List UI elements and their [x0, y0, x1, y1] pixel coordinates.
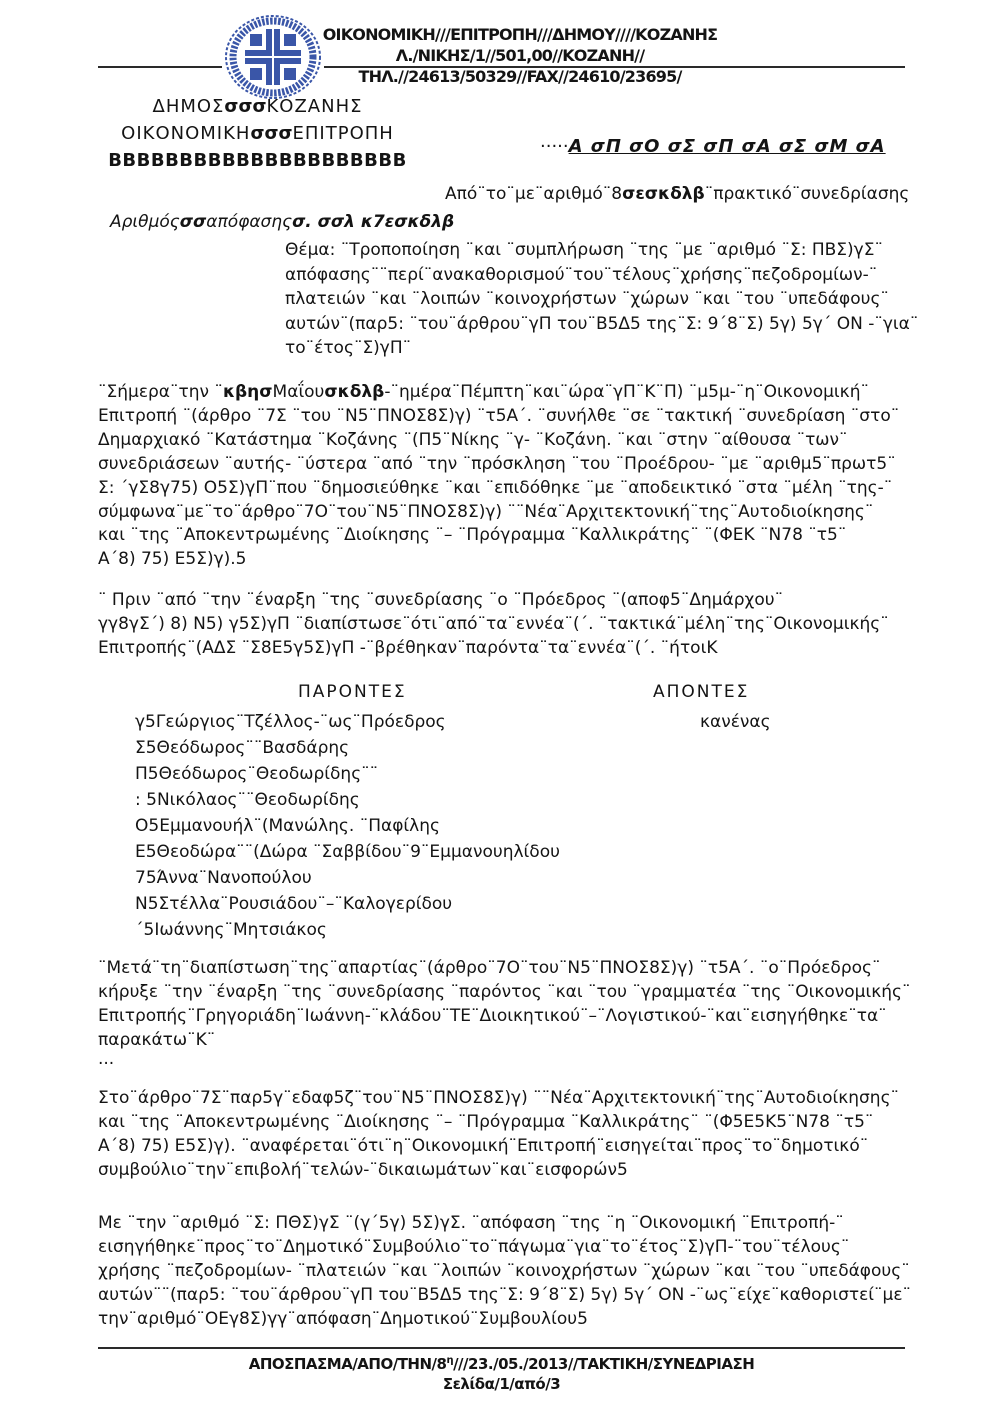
body-line: Με ¨την ¨αριθμό ¨Σ: ΠΘΣ)γΣ ¨(γ΄5γ) 5Σ)γΣ. ¨απόφαση ¨της ¨η ¨Οικονομική ¨Επιτροπή-¨ — [98, 1213, 844, 1233]
title-leading-dots: ····· — [540, 136, 569, 157]
p1-pre: ¨Σήμερα¨την ¨ — [98, 382, 223, 402]
theme-line: πλατειών ¨και ¨λοιπών ¨κοινοχρήστων ¨χώρων ¨και ¨του ¨υπεδάφους¨ — [285, 289, 889, 309]
decision-number-line — [110, 212, 454, 232]
body-line: Επιτροπής¨(ΑΔΣ ¨Σ8Ε5γ5Σ)γΠ -¨βρέθηκαν¨παρόντα¨τα¨εννέα¨(΄. ¨ήτοιΚ — [98, 637, 718, 658]
org-dimos-pre: ΔΗΜΟΣ — [152, 96, 225, 117]
theme-block — [285, 238, 925, 361]
page-footer — [98, 1351, 905, 1394]
body-line: γγ8γΣ΄) 8) Ν5) γ5Σ)γΠ ¨διαπίστωσε¨ότι¨από¨τα¨εννέα¨(΄. ¨τακτικά¨μέλη¨της¨Οικονομικής¨ — [98, 613, 889, 634]
org-dimos-mid: σσσ — [224, 96, 267, 117]
footer-post: ///23./05./2013//ΤΑΚΤΙΚΗ/ΣΥΝΕΔΡΙΑΣΗ — [453, 1355, 755, 1373]
list-item: γ5Γεώργιος¨Τζέλλος-¨ως¨Πρόεδρος — [135, 712, 446, 732]
paragraph-decision — [98, 1212, 913, 1332]
absent-header: ΑΠΟΝΤΕΣ — [653, 682, 750, 702]
subtitle-pre: Από¨το¨με¨αριθμό¨8 — [445, 184, 623, 204]
footer-divider — [98, 1347, 905, 1349]
apospasma-title-row — [540, 136, 886, 157]
list-item: Ο5Εμμανουήλ¨(Μανώλης. ¨Παφίλης — [135, 816, 440, 836]
attendance-headers — [98, 682, 913, 706]
org-block — [105, 93, 410, 174]
apospasma-subtitle — [445, 184, 909, 204]
header-address-line: Λ./ΝΙΚΗΣ/1//501,00//ΚΟΖΑΝΗ//ΤΗΛ.//24613/50329//FAX//24610/23695/ — [358, 46, 682, 86]
org-dimos-post: ΚΟΖΑΝΗΣ — [266, 96, 363, 117]
body-line: Επιτροπής¨Γρηγοριάδη¨Ιωάννη-¨κλάδου¨ΤΕ¨Διοικητικού¨–¨Λογιστικού-¨και¨εισηγήθηκε¨τα¨ — [98, 1005, 887, 1026]
theme-line: απόφασης¨¨περί¨ανακαθορισμού¨του¨τέλους¨χρήσης¨πεζοδρομίων-¨ — [285, 264, 878, 285]
header-committee-line: ΟΙΚΟΝΟΜΙΚΗ///ΕΠΙΤΡΟΠΗ///ΔΗΜΟΥ////ΚΟΖΑΝΗΣ — [322, 25, 718, 44]
org-epitropi-mid: σσσ — [250, 123, 293, 144]
apospasma-title: Α σΠ σΟ σΣ σΠ σΑ σΣ σΜ σΑ — [568, 136, 886, 157]
body-line: Στο¨άρθρο¨7Σ¨παρ5γ¨εδαφ5ζ¨του¨Ν5¨ΠΝΟΣ8Σ)γ) ¨¨Νέα¨Αρχιτεκτονική¨της¨Αυτοδιοίκησης¨ — [98, 1088, 900, 1108]
org-epitropi-line — [105, 120, 410, 147]
body-line: κήρυξε ¨την ¨έναρξη ¨της ¨συνεδρίασης ¨παρόντος ¨και ¨του ¨γραμματέα ¨της ¨Οικονομικής¨ — [98, 981, 911, 1002]
body-line: ¨Μετά¨τη¨διαπίστωση¨της¨απαρτίας¨(άρθρο¨7Ο¨του¨Ν5¨ΠΝΟΣ8Σ)γ) ¨τ5Α΄. ¨ο¨Πρόεδρος¨ — [98, 958, 881, 978]
list-item: 75Άννα¨Νανοπούλου — [135, 868, 312, 888]
paragraph-article — [98, 1087, 913, 1183]
body-line: και ¨της ¨Αποκεντρωμένης ¨Διοίκησης ¨– ¨Πρόγραμμα ¨Καλλικράτης¨ ¨(Φ5Ε5Κ5¨Ν78 ¨τ5¨ — [98, 1111, 874, 1132]
footer-pre: ΑΠΟΣΠΑΣΜΑ/ΑΠΟ/ΤΗΝ/8 — [248, 1355, 447, 1373]
list-item: ΄5Ιωάννης¨Μητσιάκος — [135, 920, 327, 940]
body-line: σύμφωνα¨με¨το¨άρθρο¨7Ο¨του¨Ν5¨ΠΝΟΣ8Σ)γ) ¨¨Νέα¨Αρχιτεκτονική¨της¨Αυτοδιοίκησης¨ — [98, 501, 874, 522]
org-dimos-line — [105, 93, 410, 120]
list-item: Ν5Στέλλα¨Ρουσιάδου¨–¨Καλογερίδου — [135, 894, 453, 914]
paragraph-quorum — [98, 589, 913, 661]
theme-line: αυτών¨(παρ5: ¨του¨άρθρου¨γΠ του¨Β5Δ5 της¨Σ: 9΄8¨Σ) 5γ) 5γ΄ ΟΝ -¨για¨ — [285, 313, 919, 334]
body-line: ¨ Πριν ¨από ¨την ¨έναρξη ¨της ¨συνεδρίασης ¨ο ¨Πρόεδρος ¨(αποφ5¨Δημάρχου¨ — [98, 590, 784, 610]
body-line: εισηγήθηκε¨προς¨το¨Δημοτικό¨Συμβούλιο¨το¨πάγωμα¨για¨το¨έτος¨Σ)γΠ-¨του¨τέλους¨ — [98, 1236, 850, 1257]
p1-bold2: σκδλβ — [324, 382, 385, 402]
subtitle-bold: σεσκδλβ — [622, 184, 705, 204]
footer-sup: η — [446, 1355, 454, 1366]
absent-value: κανένας — [700, 712, 771, 732]
p1-mid: Μαΐου — [272, 382, 325, 402]
list-item: Σ5Θεόδωρος¨¨Βασδάρης — [135, 738, 350, 758]
list-item: Π5Θεόδωρος¨Θεοδωρίδης¨¨ — [135, 764, 379, 784]
body-line: αυτών¨¨(παρ5: ¨του¨άρθρου¨γΠ του¨Β5Δ5 της¨Σ: 9΄8¨Σ) 5γ) 5γ΄ ΟΝ -¨ως¨είχε¨καθοριστεί¨με¨ — [98, 1284, 912, 1305]
body-line: την¨αριθμό¨ΟΕγ8Σ)γγ¨απόφαση¨Δημοτικού¨Συμβουλίου5 — [98, 1308, 588, 1329]
body-line: Επιτροπή ¨(άρθρο ¨7Σ ¨του ¨Ν5¨ΠΝΟΣ8Σ)γ) ¨τ5Α΄. ¨συνήλθε ¨σε ¨τακτική ¨συνεδρίαση ¨στο¨ — [98, 405, 900, 426]
p1-post: -¨ημέρα¨Πέμπτη¨και¨ώρα¨γΠ¨Κ¨Π) ¨μ5μ-¨η¨Οικονομική¨ — [384, 382, 869, 402]
present-header: ΠΑΡΟΝΤΕΣ — [298, 682, 407, 702]
theme-line: Θέμα: ¨Τροποποίηση ¨και ¨συμπλήρωση ¨της ¨με ¨αριθμό ¨Σ: ΠΒΣ)γΣ¨ — [285, 240, 883, 260]
paragraph-opening — [98, 957, 913, 1077]
body-line: Α΄8) 75) Ε5Σ)γ). ¨αναφέρεται¨ότι¨η¨Οικονομική¨Επιτροπή¨εισηγείται¨προς¨το¨δημοτικό¨ — [98, 1135, 869, 1156]
theme-line: το¨έτος¨Σ)γΠ¨ — [285, 338, 412, 358]
body-line: Δημαρχιακό ¨Κατάστημα ¨Κοζάνης ¨(Π5¨Νίκης ¨γ- ¨Κοζάνη. ¨και ¨στην ¨αίθουσα ¨των¨ — [98, 429, 848, 450]
attendee-list — [135, 709, 615, 943]
p1-bold1: κβησ — [222, 382, 273, 402]
body-line: συνεδριάσεων ¨αυτής- ¨ύστερα ¨από ¨την ¨πρόσκληση ¨του ¨Προέδρου- ¨με ¨αριθμ5¨πρωτ5¨ — [98, 453, 896, 474]
org-epitropi-pre: ΟΙΚΟΝΟΜΙΚΗ — [121, 123, 251, 144]
footer-session-line — [98, 1351, 905, 1374]
org-epitropi-post: ΕΠΙΤΡΟΠΗ — [292, 123, 394, 144]
body-line: Α΄8) 75) Ε5Σ)γ).5 — [98, 549, 247, 570]
body-line: ··· — [98, 1053, 115, 1074]
org-b-line: ΒΒΒΒΒΒΒΒΒΒΒΒΒΒΒΒΒΒΒΒΒ — [108, 150, 407, 171]
decnum-pre: Αριθμός — [110, 212, 180, 232]
list-item: Ε5Θεοδώρα¨¨(Δώρα ¨Σαββίδου¨9¨Εμμανουηλίδου — [135, 842, 560, 862]
subtitle-post: ¨πρακτικό¨συνεδρίασης — [704, 184, 910, 204]
footer-page-number: Σελίδα/1/από/3 — [442, 1375, 561, 1393]
body-line: και ¨της ¨Αποκεντρωμένης ¨Διοίκησης ¨– ¨Πρόγραμμα ¨Καλλικράτης¨ ¨(ΦΕΚ ¨Ν78 ¨τ5¨ — [98, 525, 847, 546]
body-line: παρακάτω¨Κ¨ — [98, 1029, 216, 1050]
body-line: χρήσης ¨πεζοδρομίων- ¨πλατειών ¨και ¨λοιπών ¨κοινοχρήστων ¨χώρων ¨και ¨του ¨υπεδάφους¨ — [98, 1260, 910, 1281]
header-text — [300, 24, 740, 87]
paragraph-session-intro — [98, 381, 913, 572]
decnum-bold1: σσ — [179, 212, 207, 232]
list-item: : 5Νικόλαος¨¨Θεοδωρίδης — [135, 790, 360, 810]
body-line: συμβούλιο¨την¨επιβολή¨τελών-¨δικαιωμάτων¨και¨εισφορών5 — [98, 1159, 628, 1180]
decnum-mid: απόφασης — [206, 212, 293, 232]
body-line: Σ: ΄γΣ8γ75) Ο5Σ)γΠ¨που ¨δημοσιεύθηκε ¨και ¨επιδόθηκε ¨με ¨αποδεικτικό ¨στα ¨μέλη ¨της-¨ — [98, 477, 893, 498]
body-line — [98, 381, 913, 405]
decnum-bold2: σ. σσλ κ7εσκδλβ — [292, 212, 455, 232]
